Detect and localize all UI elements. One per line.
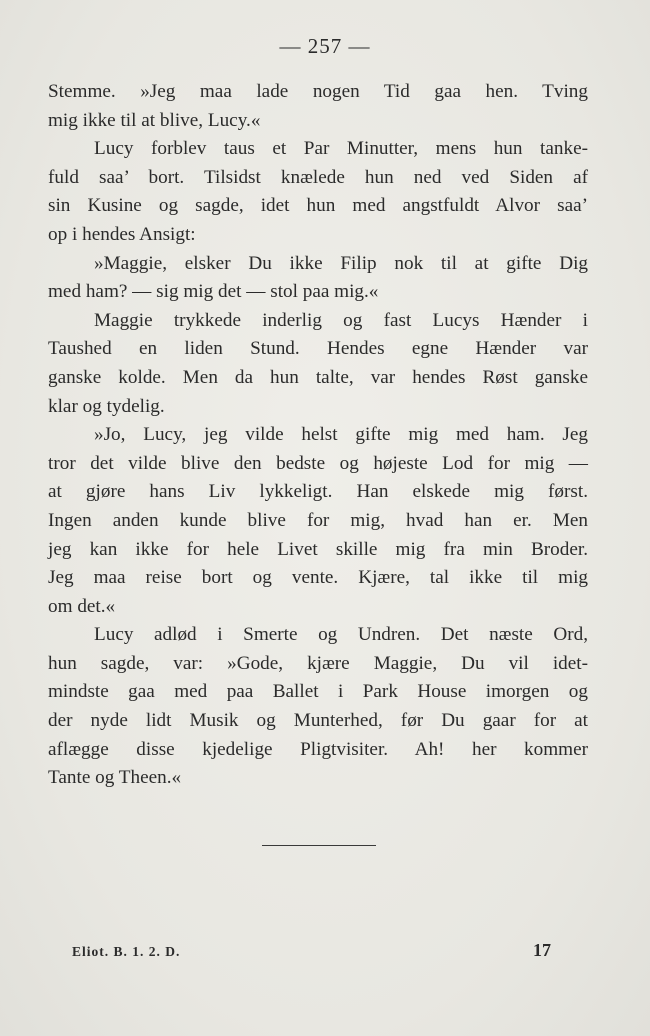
text-line-19: om det.« [48, 595, 116, 617]
text-line-4: fuld saa’ bort. Tilsidst knælede hun ned ved Siden af [48, 166, 588, 188]
text-line-20: Lucy adlød i Smerte og Undren. Det næste Ord, [94, 624, 588, 646]
text-line-9: Maggie trykkede inderlig og fast Lucys Hænder i [94, 309, 588, 331]
text-line-3: Lucy forblev taus et Par Minutter, mens hun tanke- [94, 138, 588, 160]
page-number: — 257 — [279, 34, 371, 58]
text-line-5: sin Kusine og sagde, idet hun med angstfuldt Alvor saa’ [48, 195, 588, 217]
text-line-14: tror det vilde blive den bedste og højeste Lod for mig — [48, 452, 588, 474]
text-line-7: »Maggie, elsker Du ikke Filip nok til at gifte Dig [94, 252, 588, 274]
printer-signature: Eliot. B. 1. 2. D. [72, 944, 181, 959]
text-line-24: aflægge disse kjedelige Pligtvisiter. Ah! her kommer [48, 738, 588, 760]
sheet-number: 17 [533, 940, 551, 960]
text-line-21: hun sagde, var: »Gode, kjære Maggie, Du vil idet- [48, 652, 588, 674]
text-line-13: »Jo, Lucy, jeg vilde helst gifte mig med ham. Jeg [94, 424, 588, 446]
text-line-10: Taushed en liden Stund. Hendes egne Hænder var [48, 338, 588, 360]
text-line-16: Ingen anden kunde blive for mig, hvad han er. Men [48, 509, 588, 531]
text-line-17: jeg kan ikke for hele Livet skille mig fra min Broder. [48, 538, 588, 560]
text-line-22: mindste gaa med paa Ballet i Park House imorgen og [48, 681, 588, 703]
text-line-6: op i hendes Ansigt: [48, 223, 196, 245]
text-line-18: Jeg maa reise bort og vente. Kjære, tal ikke til mig [48, 567, 588, 589]
text-line-2: mig ikke til at blive, Lucy.« [48, 109, 261, 131]
text-line-15: at gjøre hans Liv lykkeligt. Han elskede mig først. [48, 481, 588, 503]
text-line-12: klar og tydelig. [48, 395, 165, 417]
text-line-23: der nyde lidt Musik og Munterhed, før Du gaar for at [48, 710, 588, 732]
section-divider [262, 845, 376, 846]
text-line-11: ganske kolde. Men da hun talte, var hendes Røst ganske [48, 366, 588, 388]
body-text [48, 78, 588, 793]
text-line-8: med ham? — sig mig det — stol paa mig.« [48, 281, 379, 303]
text-line-1: Stemme. »Jeg maa lade nogen Tid gaa hen. Tving [48, 81, 588, 102]
text-line-25: Tante og Theen.« [48, 767, 182, 789]
